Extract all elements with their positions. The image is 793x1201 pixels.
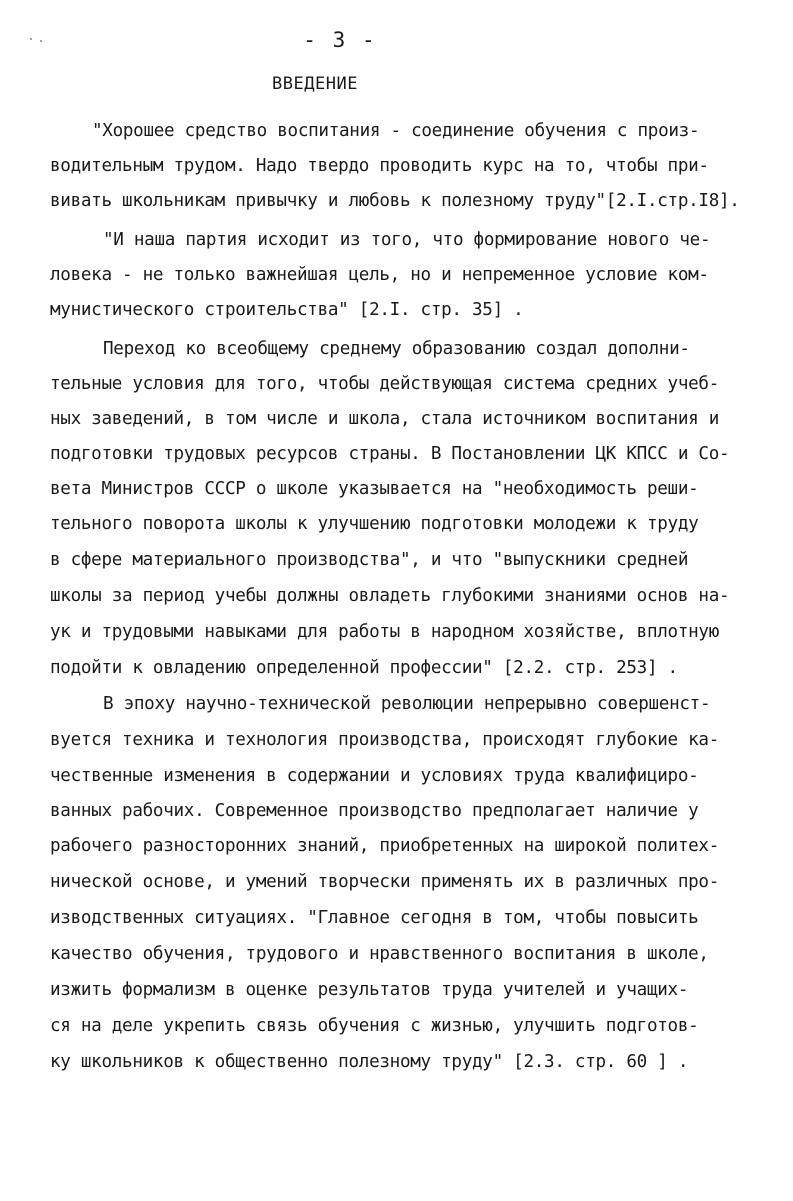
- text-line: мунистического строительства" [2.I. стр. 35] .: [50, 300, 524, 320]
- text-line: школы за период учебы должны овладеть глубокими знаниями основ на-: [50, 586, 730, 606]
- text-line: рабочего разносторонних знаний, приобретенных на широкой политех-: [50, 836, 720, 856]
- text-line: "Хорошее средство воспитания - соединение обучения с произ-: [92, 121, 700, 141]
- text-line: "И наша партия исходит из того, что формирование нового че-: [103, 230, 711, 250]
- text-line: качество обучения, трудового и нравственного воспитания в школе,: [50, 944, 709, 964]
- page-number: - 3 -: [303, 28, 377, 52]
- text-line: ук и трудовыми навыками для работы в народном хозяйстве, вплотную: [50, 622, 720, 642]
- text-line: вивать школьникам привычку и любовь к полезному труду"[2.I.стр.I8].: [50, 191, 740, 211]
- text-line: водительным трудом. Надо твердо проводить курс на то, чтобы при-: [50, 156, 709, 176]
- text-line: изводственных ситуациях. "Главное сегодня в том, чтобы повысить: [50, 908, 699, 928]
- text-line: ных заведений, в том числе и школа, стала источником воспитания и: [50, 409, 720, 429]
- text-line: тельные условия для того, чтобы действующая система средних учеб-: [50, 374, 720, 394]
- section-heading: ВВЕДЕНИЕ: [272, 74, 358, 94]
- text-line: Переход ко всеобщему среднему образованию создал дополни-: [103, 339, 690, 359]
- text-line: ку школьников к общественно полезному труду" [2.3. стр. 60 ] .: [50, 1052, 689, 1072]
- text-line: изжить формализм в оценке результатов труда учителей и учащих-: [50, 980, 689, 1000]
- text-line: вуется техника и технология производства, происходят глубокие ка-: [50, 730, 720, 750]
- text-line: ловека - не только важнейшая цель, но и непременное условие ком-: [50, 265, 709, 285]
- text-line: подойти к овладению определенной профессии" [2.2. стр. 253] .: [50, 658, 678, 678]
- text-line: нической основе, и умений творчески применять их в различных про-: [50, 872, 720, 892]
- text-line: ванных рабочих. Современное производство предполагает наличие у: [50, 801, 699, 821]
- text-line: чественные изменения в содержании и условиях труда квалифициро-: [50, 766, 699, 786]
- text-line: тельного поворота школы к улучшению подготовки молодежи к труду: [50, 514, 699, 534]
- text-line: подготовки трудовых ресурсов страны. В Постановлении ЦК КПСС и Со-: [50, 444, 730, 464]
- text-line: вета Министров СССР о школе указывается на "необходимость реши-: [50, 479, 699, 499]
- text-line: ся на деле укрепить связь обучения с жизнью, улучшить подготов-: [50, 1016, 699, 1036]
- text-line: в сфере материального производства", и что "выпускники средней: [50, 550, 689, 570]
- text-line: В эпоху научно-технической революции непрерывно совершенст-: [103, 694, 711, 714]
